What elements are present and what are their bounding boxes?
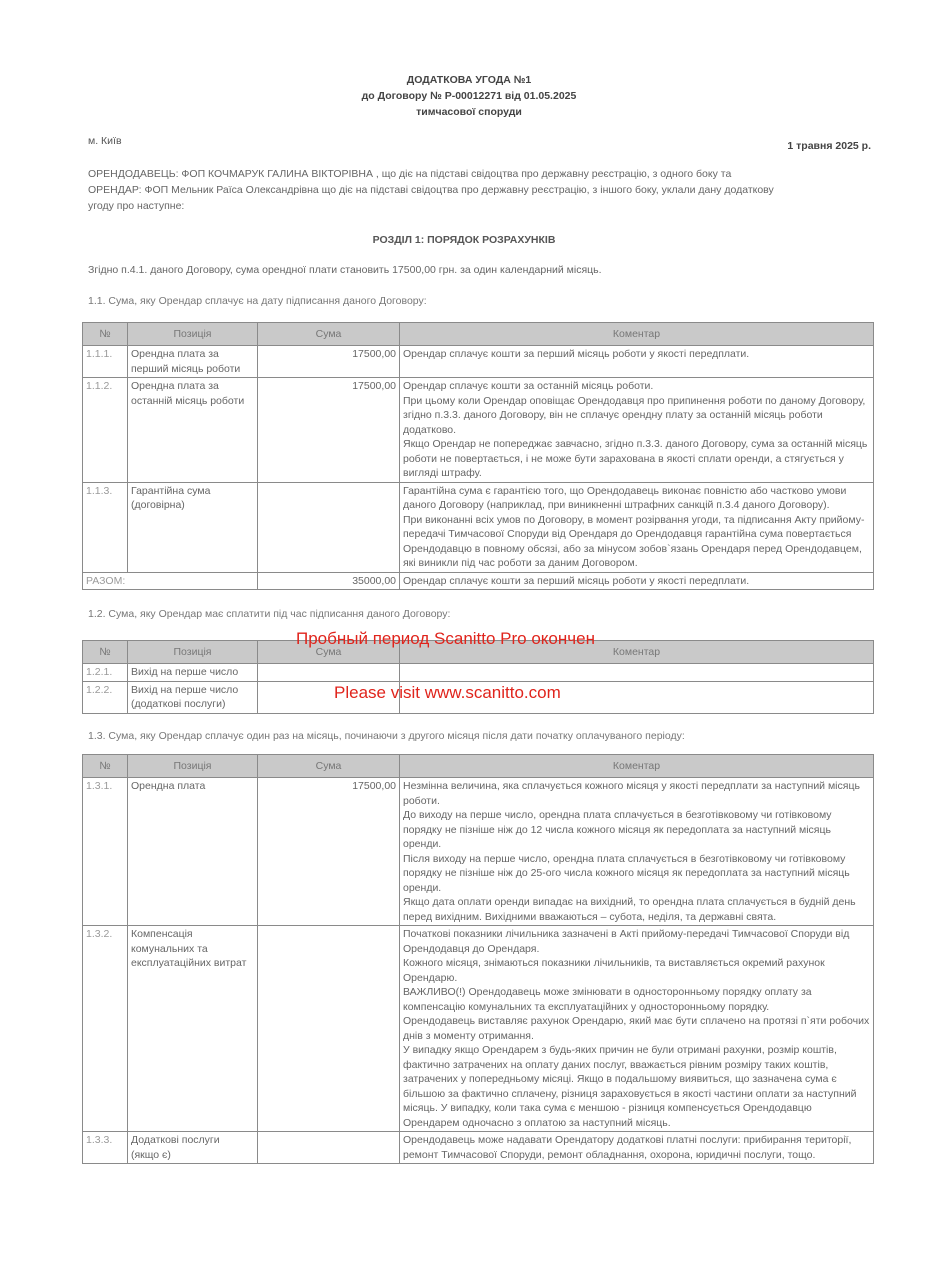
row-position bbox=[128, 778, 258, 926]
position-line: Вихід на перше число bbox=[131, 666, 239, 678]
row-num: 1.1.3. bbox=[83, 482, 128, 572]
party-tenant: ОРЕНДАР: ФОП Мельник Раїса Олександрівна що діє на підставі свідоцтва про державну реєстрацію, з іншого боку, уклали дану додаткову bbox=[88, 184, 774, 196]
total-sum: 35000,00 bbox=[258, 572, 400, 590]
col-header-position: Позиція bbox=[128, 323, 258, 346]
position-line: Вихід на перше число bbox=[131, 683, 239, 696]
city: м. Київ bbox=[88, 135, 122, 147]
position-line: Гарантійна сума bbox=[131, 484, 211, 497]
row-sum: 17500,00 bbox=[258, 778, 400, 926]
row-position bbox=[128, 926, 258, 1132]
position-line: Компенсація bbox=[131, 928, 193, 940]
col-header-comment: Коментар bbox=[400, 641, 874, 664]
comment-line: Після виходу на перше число, орендна плата сплачується в безготівковому чи готівковому порядку не пізніше ніж до 25-ого числа кожного місяця як передоплата за наступний місяць оренди. bbox=[403, 852, 850, 894]
row-position bbox=[128, 482, 258, 572]
col-header-num: № bbox=[83, 323, 128, 346]
table-row bbox=[83, 1132, 874, 1164]
position-line: Орендна плата за bbox=[131, 380, 219, 392]
row-comment bbox=[400, 1132, 874, 1164]
row-num: 1.1.1. bbox=[83, 346, 128, 378]
watermark-visit-site: Please visit www.scanitto.com bbox=[334, 683, 561, 702]
row-num: 1.3.1. bbox=[83, 778, 128, 926]
position-line: (договірна) bbox=[131, 499, 185, 511]
comment-line: При виконанні всіх умов по Договору, в момент розірвання угоди, та підписання Акту прийому-передачі Тимчасової Споруди від Орендаря до Орендодавця гарантійна сума повертається Орендодавцю в повному обсязі, або за мінусом зобов`язань Орендаря перед Орендодавцем, які виникли під час роботи за даним Договором. bbox=[403, 513, 865, 569]
position-line: останній місяць роботи bbox=[131, 394, 245, 407]
table1-header-row bbox=[83, 323, 874, 346]
table-row bbox=[83, 664, 874, 682]
row-num: 1.1.2. bbox=[83, 378, 128, 483]
position-line: Орендна плата за bbox=[131, 348, 219, 360]
row-sum: 17500,00 bbox=[258, 346, 400, 378]
total-label: РАЗОМ: bbox=[83, 572, 258, 590]
row-comment bbox=[400, 778, 874, 926]
comment-line: У випадку якщо Орендарем з будь-яких причин не були отримані рахунки, розмір коштів, фактично затрачених на оплату даних послуг, вважається рівним розміру таких коштів, затрачених у попередньому місяці. Якщо в подальшому виявиться, що зазначена сума є більшою за фактично сплачену, різниця зараховується в якості частини оплати за наступний місяць. У випадку, коли така сума є меншою - різниця компенсується Орендодавцю Орендарем одночасно з оплатою за наступний місяць. bbox=[403, 1044, 857, 1129]
comment-line: Гарантійна сума є гарантією того, що Орендодавець виконає повністю або частково умови даного Договору (наприклад, при виникненні штрафних санкцій п.3.4 даного Договору). bbox=[403, 484, 847, 511]
document-subtitle-2: тимчасової споруди bbox=[416, 106, 522, 118]
comment-line: Початкові показники лічильника зазначені в Акті прийому-передачі Тимчасової Споруди від Орендодавця до Орендаря. bbox=[403, 928, 850, 955]
comment-line: Якщо Орендар не попереджає завчасно, згідно п.3.3. даного Договору, сума за останній місяць роботи не повертається, і не може бути зарахована в якості сплати оренди, а стягується у вигляді штрафу. bbox=[403, 438, 868, 479]
table2-caption: 1.2. Сума, яку Орендар має сплатити під час підписання даного Договору: bbox=[88, 608, 451, 620]
party-landlord: ОРЕНДОДАВЕЦЬ: ФОП КОЧМАРУК ГАЛИНА ВІКТОРІВНА , що діє на підставі свідоцтва про державну реєстрацію, з одного боку та bbox=[88, 168, 732, 180]
row-position bbox=[128, 681, 258, 713]
comment-line: Орендар сплачує кошти за перший місяць роботи у якості передплати. bbox=[403, 348, 750, 360]
row-num: 1.3.2. bbox=[83, 926, 128, 1132]
row-comment bbox=[400, 664, 874, 682]
row-position bbox=[128, 346, 258, 378]
table3-caption: 1.3. Сума, яку Орендар сплачує один раз на місяць, починаючи з другого місяця після дати початку оплачуваного періоду: bbox=[88, 730, 685, 742]
table-row bbox=[83, 778, 874, 926]
col-header-position: Позиція bbox=[128, 641, 258, 664]
col-header-sum: Сума bbox=[258, 755, 400, 778]
comment-line: Орендодавець може надавати Орендатору додаткові платні послуги: прибирання території, ремонт Тимчасової Споруди, ремонт обладнання, охорона, юридичні послуги, тощо. bbox=[403, 1134, 852, 1161]
date: 1 травня 2025 р. bbox=[787, 140, 871, 152]
comment-line: Орендодавець виставляє рахунок Орендарю, який має бути сплачено на протязі п`яти робочих днів з моменту отримання. bbox=[403, 1015, 870, 1042]
section-title: РОЗДІЛ 1: ПОРЯДОК РОЗРАХУНКІВ bbox=[372, 234, 556, 246]
position-line: комунальних та bbox=[131, 942, 208, 955]
comment-line: ВАЖЛИВО(!) Орендодавець може змінювати в односторонньому порядку оплату за компенсацію комунальних та експлуатаційних у односторонньому порядку. bbox=[403, 986, 812, 1013]
table3-header-row bbox=[83, 755, 874, 778]
row-comment bbox=[400, 346, 874, 378]
position-line: (якщо є) bbox=[131, 1148, 171, 1161]
row-sum bbox=[258, 1132, 400, 1164]
table-row bbox=[83, 926, 874, 1132]
watermark-trial-expired: Пробный период Scanitto Pro окончен bbox=[296, 629, 595, 648]
parties-continuation: угоду про наступне: bbox=[88, 200, 185, 212]
row-num: 1.3.3. bbox=[83, 1132, 128, 1164]
col-header-position: Позиція bbox=[128, 755, 258, 778]
position-line: Орендна плата bbox=[131, 780, 206, 792]
col-header-comment: Коментар bbox=[400, 323, 874, 346]
comment-line: Якщо дата оплати оренди випадає на вихідний, то орендна плата сплачується в будній день перед вихідним. Вихідними вважаються – субота, неділя, та державні свята. bbox=[403, 896, 856, 923]
col-header-num: № bbox=[83, 641, 128, 664]
comment-line: Орендар сплачує кошти за останній місяць роботи. bbox=[403, 380, 654, 392]
position-line: Додаткові послуги bbox=[131, 1134, 220, 1146]
col-header-num: № bbox=[83, 755, 128, 778]
row-position bbox=[128, 1132, 258, 1164]
row-sum bbox=[258, 482, 400, 572]
row-position bbox=[128, 664, 258, 682]
position-line: експлуатаційних витрат bbox=[131, 957, 247, 969]
row-sum: 17500,00 bbox=[258, 378, 400, 483]
col-header-comment: Коментар bbox=[400, 755, 874, 778]
row-sum bbox=[258, 926, 400, 1132]
table1-caption: 1.1. Сума, яку Орендар сплачує на дату підписання даного Договору: bbox=[88, 295, 427, 307]
row-comment bbox=[400, 378, 874, 483]
table3 bbox=[82, 754, 874, 1164]
parties-paragraph bbox=[88, 166, 878, 214]
comment-line: При цьому коли Орендар оповіщає Орендодавця про припинення роботи по даному Договору, згідно п.3.3. даного Договору, він не сплачує орендну плату за останній місяць роботи додатково. bbox=[403, 394, 866, 436]
comment-line: Кожного місяця, знімаються показники лічильників, та виставляється окремий рахунок Орендарю. bbox=[403, 957, 825, 984]
row-num: 1.2.2. bbox=[83, 681, 128, 713]
row-sum bbox=[258, 664, 400, 682]
position-line: перший місяць роботи bbox=[131, 362, 241, 375]
document-title: ДОДАТКОВА УГОДА №1 bbox=[406, 74, 532, 86]
row-position bbox=[128, 378, 258, 483]
comment-line: Незмінна величина, яка сплачується кожного місяця у якості передплати за наступний місяць роботи. bbox=[403, 780, 860, 807]
row-comment bbox=[400, 482, 874, 572]
col-header-sum: Сума bbox=[258, 641, 400, 664]
comment-line: До виходу на перше число, орендна плата сплачується в безготівковому чи готівковому порядку не пізніше ніж до 12 числа кожного місяця як передоплата за наступний місяць оренди. bbox=[403, 809, 832, 850]
document-subtitle: до Договору № Р-00012271 від 01.05.2025 bbox=[361, 90, 577, 102]
row-comment bbox=[400, 926, 874, 1132]
table-row bbox=[83, 378, 874, 483]
total-comment: Орендар сплачує кошти за перший місяць роботи у якості передплати. bbox=[400, 572, 874, 590]
position-line: (додаткові послуги) bbox=[131, 698, 226, 710]
table-row bbox=[83, 482, 874, 572]
row-num: 1.2.1. bbox=[83, 664, 128, 682]
col-header-sum: Сума bbox=[258, 323, 400, 346]
table-row bbox=[83, 346, 874, 378]
document-title-block bbox=[0, 72, 928, 120]
section-intro: Згідно п.4.1. даного Договору, сума орендної плати становить 17500,00 грн. за один календарний місяць. bbox=[88, 264, 602, 276]
table1-total-row bbox=[83, 572, 874, 590]
table1 bbox=[82, 322, 874, 590]
